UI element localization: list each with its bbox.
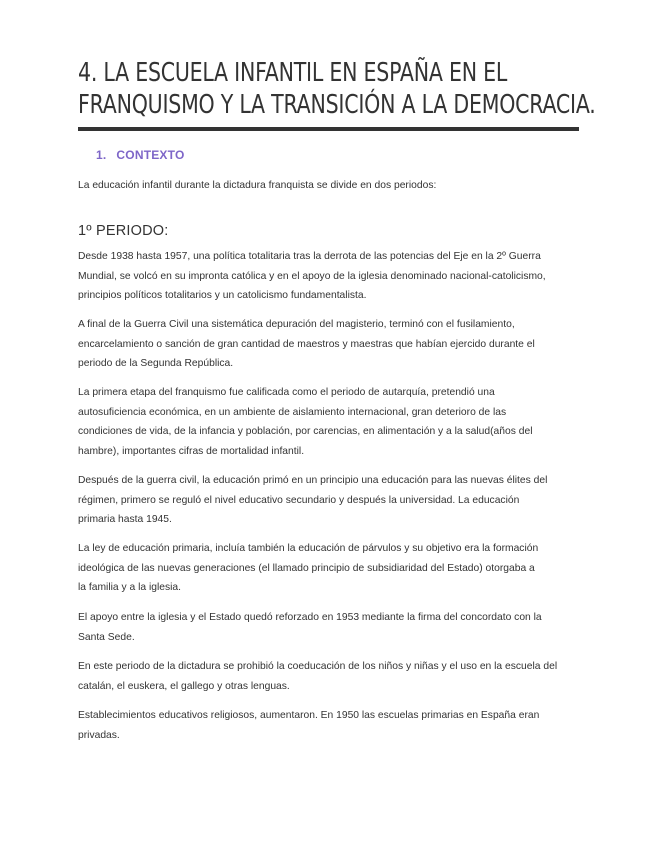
paragraph-1 <box>78 247 578 306</box>
paragraph-line: La ley de educación primaria, incluía también la educación de párvulos y su objetivo era la formación <box>78 543 539 554</box>
section-heading <box>96 148 184 162</box>
intro-text: La educación infantil durante la dictadura franquista se divide en dos periodos: <box>78 180 437 191</box>
paragraph-line: Establecimientos educativos religiosos, aumentaron. En 1950 las escuelas primarias en España eran <box>78 710 540 721</box>
paragraph-3 <box>78 383 578 461</box>
paragraph-line: primaria hasta 1945. <box>78 514 172 525</box>
paragraph-line: ideológica de las nuevas generaciones (el llamado principio de subsidiaridad del Estado) otorgaba a <box>78 562 535 574</box>
title-divider <box>78 127 579 131</box>
paragraph-line: encarcelamiento o sanción de gran cantidad de maestros y maestras que habían ejercido durante el <box>78 338 535 350</box>
page-title <box>78 57 596 121</box>
paragraph-line: Mundial, se volcó en su impronta católica y en el apoyo de la iglesia denominado nacional-catolicismo, <box>78 270 546 282</box>
paragraph-line: La primera etapa del franquismo fue calificada como el periodo de autarquía, pretendió una <box>78 387 495 398</box>
paragraph-line: Desde 1938 hasta 1957, una política totalitaria tras la derrota de las potencias del Eje en la 2º Guerra <box>78 251 541 262</box>
paragraph-line: hambre), importantes cifras de mortalidad infantil. <box>78 445 305 457</box>
paragraph-line: Santa Sede. <box>78 631 135 643</box>
paragraph-line: principios políticos totalitarios y un catolicismo fundamentalista. <box>78 290 367 301</box>
page-title-line-2: FRANQUISMO Y LA TRANSICIÓN A LA DEMOCRACIA. <box>78 90 596 120</box>
paragraph-line: catalán, el euskera, el gallego y otras lenguas. <box>78 680 290 692</box>
paragraph-line: privadas. <box>78 729 120 741</box>
paragraph-line: En este periodo de la dictadura se prohibió la coeducación de los niños y niñas y el uso en la escuela del <box>78 661 558 672</box>
paragraph-6 <box>78 608 578 647</box>
page-title-line-1: 4. LA ESCUELA INFANTIL EN ESPAÑA EN EL <box>78 58 508 88</box>
paragraph-7 <box>78 657 578 696</box>
paragraph-line: la familia y a la iglesia. <box>78 582 182 593</box>
paragraph-line: autosuficiencia económica, en un ambiente de aislamiento internacional, gran deterioro de las <box>78 406 507 418</box>
paragraph-8 <box>78 706 578 745</box>
paragraph-line: régimen, primero se reguló el nivel educativo secundario y después la universidad. La educación <box>78 494 520 506</box>
paragraph-line: A final de la Guerra Civil una sistemática depuración del magisterio, terminó con el fusilamiento, <box>78 319 515 330</box>
paragraph-2 <box>78 315 578 374</box>
paragraph-line: periodo de la Segunda República. <box>78 358 234 369</box>
paragraph-4 <box>78 471 578 530</box>
paragraph-5 <box>78 539 578 598</box>
paragraph-line: Después de la guerra civil, la educación primó en un principio una educación para las nuevas élites del <box>78 475 548 486</box>
paragraph-line: condiciones de vida, de la infancia y población, por carencias, en alimentación y a la salud(años del <box>78 426 533 437</box>
section-label: CONTEXTO <box>116 148 185 162</box>
paragraph-line: El apoyo entre la iglesia y el Estado quedó reforzado en 1953 mediante la firma del concordato con la <box>78 612 542 623</box>
section-number: 1. <box>96 148 107 162</box>
period-heading: 1º PERIODO: <box>78 223 169 239</box>
